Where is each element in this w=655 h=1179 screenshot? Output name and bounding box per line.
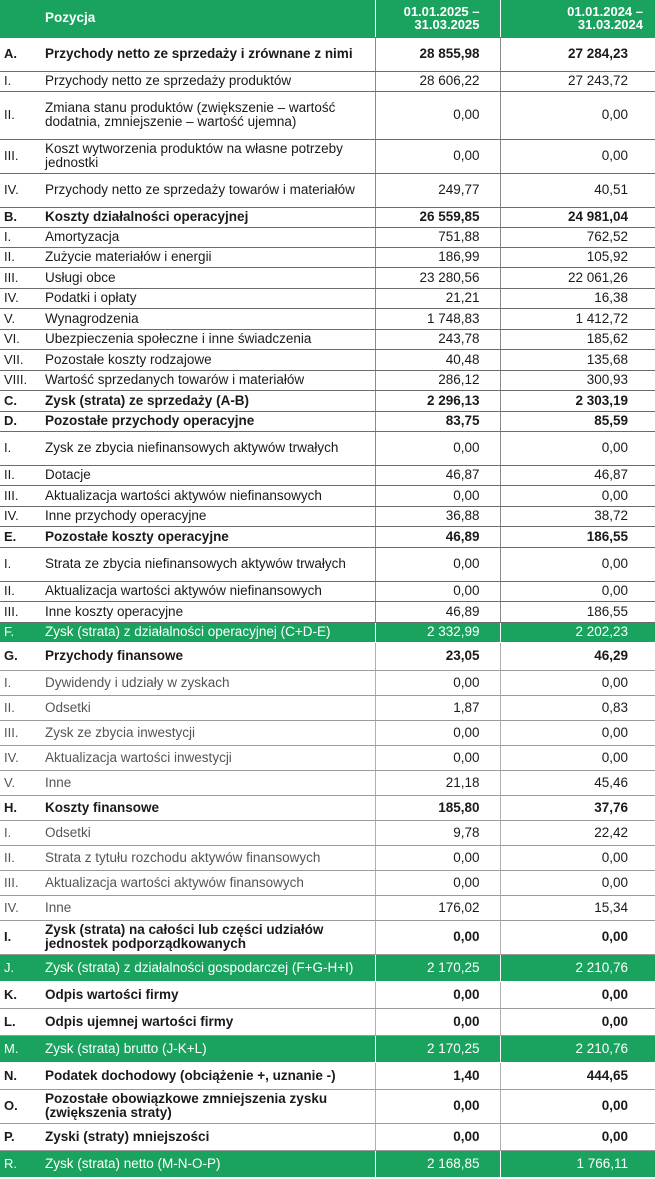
row-number: I. — [0, 820, 40, 845]
value-2024: 0,00 — [500, 745, 655, 770]
table-row — [0, 720, 655, 745]
row-label: Wynagrodzenia — [40, 308, 375, 329]
row-label: Inne koszty operacyjne — [40, 601, 375, 622]
table-row — [0, 173, 655, 207]
value-2024: 27 284,23 — [500, 37, 655, 71]
value-2024: 85,59 — [500, 411, 655, 431]
value-2025: 1 748,83 — [375, 308, 500, 329]
value-2024: 0,00 — [500, 1123, 655, 1150]
table-row — [0, 895, 655, 920]
row-label: Inne — [40, 895, 375, 920]
value-2025: 0,00 — [375, 91, 500, 139]
row-label: Pozostałe obowiązkowe zmniejszenia zysku (zwiększenia straty) — [40, 1089, 375, 1123]
row-label: Zysk (strata) brutto (J-K+L) — [40, 1035, 375, 1062]
table-row — [0, 670, 655, 695]
row-number: IV. — [0, 173, 40, 207]
row-number: VI. — [0, 329, 40, 349]
row-number: IV. — [0, 745, 40, 770]
value-2025: 36,88 — [375, 506, 500, 526]
value-2025: 21,18 — [375, 770, 500, 795]
row-label: Zmiana stanu produktów (zwiększenie – wartość dodatnia, zmniejszenie – wartość ujemna) — [40, 91, 375, 139]
row-number: F. — [0, 622, 40, 642]
row-number: G. — [0, 642, 40, 670]
table-row — [0, 770, 655, 795]
value-2025: 2 170,25 — [375, 954, 500, 981]
value-2024: 1 766,11 — [500, 1150, 655, 1177]
row-label: Przychody netto ze sprzedaży produktów — [40, 71, 375, 91]
table-row — [0, 247, 655, 267]
row-number: II. — [0, 91, 40, 139]
row-label: Usługi obce — [40, 267, 375, 288]
row-number: III. — [0, 485, 40, 506]
row-number: P. — [0, 1123, 40, 1150]
row-label: Aktualizacja wartości aktywów finansowych — [40, 870, 375, 895]
header-2025-line2: 31.03.2025 — [414, 17, 480, 33]
row-label: Odsetki — [40, 820, 375, 845]
table-row — [0, 288, 655, 308]
value-2024: 2 303,19 — [500, 390, 655, 411]
row-label: Przychody netto ze sprzedaży i zrównane z nimi — [40, 37, 375, 71]
value-2024: 0,00 — [500, 431, 655, 465]
table-row — [0, 267, 655, 288]
row-number: V. — [0, 770, 40, 795]
value-2024: 27 243,72 — [500, 71, 655, 91]
row-number: N. — [0, 1062, 40, 1089]
row-number: VIII. — [0, 370, 40, 390]
row-label: Zysk (strata) z działalności operacyjnej (C+D-E) — [40, 622, 375, 642]
value-2025: 1,87 — [375, 695, 500, 720]
row-number: O. — [0, 1089, 40, 1123]
table-row — [0, 820, 655, 845]
value-2025: 0,00 — [375, 920, 500, 954]
value-2025: 0,00 — [375, 845, 500, 870]
value-2024: 0,00 — [500, 920, 655, 954]
row-label: Ubezpieczenia społeczne i inne świadczenia — [40, 329, 375, 349]
value-2024: 0,00 — [500, 720, 655, 745]
value-2024: 0,00 — [500, 91, 655, 139]
value-2024: 105,92 — [500, 247, 655, 267]
row-number: M. — [0, 1035, 40, 1062]
row-number: III. — [0, 139, 40, 173]
row-number: I. — [0, 71, 40, 91]
value-2025: 176,02 — [375, 895, 500, 920]
table-row — [0, 308, 655, 329]
table-row — [0, 845, 655, 870]
row-number: I. — [0, 431, 40, 465]
table-row — [0, 622, 655, 642]
value-2025: 0,00 — [375, 547, 500, 581]
value-2024: 0,00 — [500, 581, 655, 601]
row-label: Pozostałe przychody operacyjne — [40, 411, 375, 431]
value-2025: 46,89 — [375, 526, 500, 547]
table-row — [0, 1123, 655, 1150]
value-2025: 23,05 — [375, 642, 500, 670]
value-2024: 24 981,04 — [500, 207, 655, 227]
value-2025: 186,99 — [375, 247, 500, 267]
value-2025: 2 332,99 — [375, 622, 500, 642]
row-number: III. — [0, 720, 40, 745]
value-2024: 45,46 — [500, 770, 655, 795]
value-2025: 28 855,98 — [375, 37, 500, 71]
row-number: R. — [0, 1150, 40, 1177]
row-number: IV. — [0, 506, 40, 526]
row-number: III. — [0, 267, 40, 288]
value-2024: 1 412,72 — [500, 308, 655, 329]
value-2025: 9,78 — [375, 820, 500, 845]
row-label: Koszt wytworzenia produktów na własne potrzeby jednostki — [40, 139, 375, 173]
table-row — [0, 349, 655, 370]
table-row — [0, 745, 655, 770]
header-2025 — [375, 0, 500, 37]
row-label: Zysk (strata) netto (M-N-O-P) — [40, 1150, 375, 1177]
table-row — [0, 695, 655, 720]
row-number: A. — [0, 37, 40, 71]
value-2024: 40,51 — [500, 173, 655, 207]
value-2025: 0,00 — [375, 1089, 500, 1123]
value-2024: 2 210,76 — [500, 1035, 655, 1062]
row-label: Inne przychody operacyjne — [40, 506, 375, 526]
value-2025: 0,00 — [375, 581, 500, 601]
value-2024: 46,87 — [500, 465, 655, 485]
row-number: II. — [0, 465, 40, 485]
table-row — [0, 870, 655, 895]
value-2025: 2 296,13 — [375, 390, 500, 411]
row-label: Koszty działalności operacyjnej — [40, 207, 375, 227]
value-2024: 762,52 — [500, 227, 655, 247]
row-label: Odpis wartości firmy — [40, 981, 375, 1008]
row-label: Pozostałe koszty rodzajowe — [40, 349, 375, 370]
value-2025: 1,40 — [375, 1062, 500, 1089]
table-row — [0, 601, 655, 622]
row-number: II. — [0, 845, 40, 870]
table-row — [0, 329, 655, 349]
row-number: K. — [0, 981, 40, 1008]
row-label: Amortyzacja — [40, 227, 375, 247]
value-2024: 37,76 — [500, 795, 655, 820]
value-2024: 0,83 — [500, 695, 655, 720]
row-label: Strata z tytułu rozchodu aktywów finansowych — [40, 845, 375, 870]
value-2025: 28 606,22 — [375, 71, 500, 91]
row-label: Zysk ze zbycia inwestycji — [40, 720, 375, 745]
table-row — [0, 71, 655, 91]
value-2024: 2 210,76 — [500, 954, 655, 981]
value-2024: 185,62 — [500, 329, 655, 349]
header-row — [0, 0, 655, 37]
table-row — [0, 207, 655, 227]
value-2025: 243,78 — [375, 329, 500, 349]
table-row — [0, 91, 655, 139]
value-2024: 0,00 — [500, 870, 655, 895]
value-2024: 15,34 — [500, 895, 655, 920]
row-number: B. — [0, 207, 40, 227]
row-number: III. — [0, 601, 40, 622]
table-row — [0, 526, 655, 547]
row-label: Aktualizacja wartości inwestycji — [40, 745, 375, 770]
table-row — [0, 581, 655, 601]
table-row — [0, 431, 655, 465]
row-label: Koszty finansowe — [40, 795, 375, 820]
row-label: Odpis ujemnej wartości firmy — [40, 1008, 375, 1035]
table-row — [0, 411, 655, 431]
row-number: I. — [0, 227, 40, 247]
table-row — [0, 981, 655, 1008]
table-row — [0, 642, 655, 670]
header-position: Pozycja — [40, 0, 375, 37]
row-number: IV. — [0, 895, 40, 920]
table-row — [0, 390, 655, 411]
row-label: Zysk ze zbycia niefinansowych aktywów trwałych — [40, 431, 375, 465]
table-row — [0, 954, 655, 981]
value-2024: 186,55 — [500, 601, 655, 622]
value-2025: 185,80 — [375, 795, 500, 820]
row-number: C. — [0, 390, 40, 411]
row-label: Wartość sprzedanych towarów i materiałów — [40, 370, 375, 390]
row-number: J. — [0, 954, 40, 981]
header-2024 — [500, 0, 655, 37]
header-2024-line1: 01.01.2024 – — [567, 4, 643, 20]
value-2024: 0,00 — [500, 981, 655, 1008]
row-number: III. — [0, 870, 40, 895]
row-number: II. — [0, 581, 40, 601]
value-2024: 300,93 — [500, 370, 655, 390]
row-number: D. — [0, 411, 40, 431]
header-2024-line2: 31.03.2024 — [577, 17, 643, 33]
value-2025: 0,00 — [375, 745, 500, 770]
value-2025: 83,75 — [375, 411, 500, 431]
table-row — [0, 1008, 655, 1035]
value-2025: 0,00 — [375, 870, 500, 895]
row-number: I. — [0, 670, 40, 695]
value-2024: 0,00 — [500, 845, 655, 870]
row-number: II. — [0, 695, 40, 720]
value-2024: 0,00 — [500, 1008, 655, 1035]
value-2025: 0,00 — [375, 1123, 500, 1150]
row-number: VII. — [0, 349, 40, 370]
row-number: E. — [0, 526, 40, 547]
value-2024: 0,00 — [500, 547, 655, 581]
row-label: Aktualizacja wartości aktywów niefinansowych — [40, 485, 375, 506]
row-label: Przychody netto ze sprzedaży towarów i materiałów — [40, 173, 375, 207]
table-row — [0, 1150, 655, 1177]
value-2025: 21,21 — [375, 288, 500, 308]
row-number: I. — [0, 547, 40, 581]
row-number: L. — [0, 1008, 40, 1035]
row-number: II. — [0, 247, 40, 267]
value-2025: 751,88 — [375, 227, 500, 247]
value-2025: 286,12 — [375, 370, 500, 390]
value-2024: 0,00 — [500, 485, 655, 506]
row-number: H. — [0, 795, 40, 820]
value-2025: 0,00 — [375, 670, 500, 695]
value-2025: 2 170,25 — [375, 1035, 500, 1062]
row-label: Zyski (straty) mniejszości — [40, 1123, 375, 1150]
value-2025: 0,00 — [375, 431, 500, 465]
row-label: Podatki i opłaty — [40, 288, 375, 308]
value-2025: 26 559,85 — [375, 207, 500, 227]
table-row — [0, 485, 655, 506]
row-number: V. — [0, 308, 40, 329]
value-2025: 23 280,56 — [375, 267, 500, 288]
header-empty — [0, 0, 40, 37]
table-row — [0, 139, 655, 173]
table-row — [0, 465, 655, 485]
value-2024: 16,38 — [500, 288, 655, 308]
value-2025: 0,00 — [375, 485, 500, 506]
table-row — [0, 795, 655, 820]
table-row — [0, 370, 655, 390]
value-2024: 38,72 — [500, 506, 655, 526]
row-label: Strata ze zbycia niefinansowych aktywów trwałych — [40, 547, 375, 581]
value-2024: 444,65 — [500, 1062, 655, 1089]
value-2024: 0,00 — [500, 139, 655, 173]
row-label: Zużycie materiałów i energii — [40, 247, 375, 267]
value-2025: 0,00 — [375, 1008, 500, 1035]
table-row — [0, 1089, 655, 1123]
table-row — [0, 547, 655, 581]
value-2024: 0,00 — [500, 1089, 655, 1123]
row-label: Zysk (strata) ze sprzedaży (A-B) — [40, 390, 375, 411]
row-label: Podatek dochodowy (obciążenie +, uznanie -) — [40, 1062, 375, 1089]
value-2024: 46,29 — [500, 642, 655, 670]
row-number: I. — [0, 920, 40, 954]
row-label: Przychody finansowe — [40, 642, 375, 670]
row-label: Dotacje — [40, 465, 375, 485]
value-2024: 0,00 — [500, 670, 655, 695]
row-label: Aktualizacja wartości aktywów niefinansowych — [40, 581, 375, 601]
table-row — [0, 227, 655, 247]
value-2025: 0,00 — [375, 981, 500, 1008]
row-label: Pozostałe koszty operacyjne — [40, 526, 375, 547]
row-label: Zysk (strata) z działalności gospodarczej (F+G-H+I) — [40, 954, 375, 981]
row-number: IV. — [0, 288, 40, 308]
value-2024: 22,42 — [500, 820, 655, 845]
table-row — [0, 506, 655, 526]
row-label: Inne — [40, 770, 375, 795]
header-2025-line1: 01.01.2025 – — [403, 4, 480, 20]
table-row — [0, 37, 655, 71]
row-label: Odsetki — [40, 695, 375, 720]
row-label: Zysk (strata) na całości lub części udziałów jednostek podporządkowanych — [40, 920, 375, 954]
value-2024: 135,68 — [500, 349, 655, 370]
table-row — [0, 920, 655, 954]
value-2025: 0,00 — [375, 139, 500, 173]
value-2025: 2 168,85 — [375, 1150, 500, 1177]
value-2024: 22 061,26 — [500, 267, 655, 288]
value-2025: 249,77 — [375, 173, 500, 207]
value-2025: 46,87 — [375, 465, 500, 485]
value-2025: 46,89 — [375, 601, 500, 622]
value-2024: 186,55 — [500, 526, 655, 547]
table-row — [0, 1062, 655, 1089]
row-label: Dywidendy i udziały w zyskach — [40, 670, 375, 695]
value-2025: 0,00 — [375, 720, 500, 745]
value-2025: 40,48 — [375, 349, 500, 370]
value-2024: 2 202,23 — [500, 622, 655, 642]
table-row — [0, 1035, 655, 1062]
